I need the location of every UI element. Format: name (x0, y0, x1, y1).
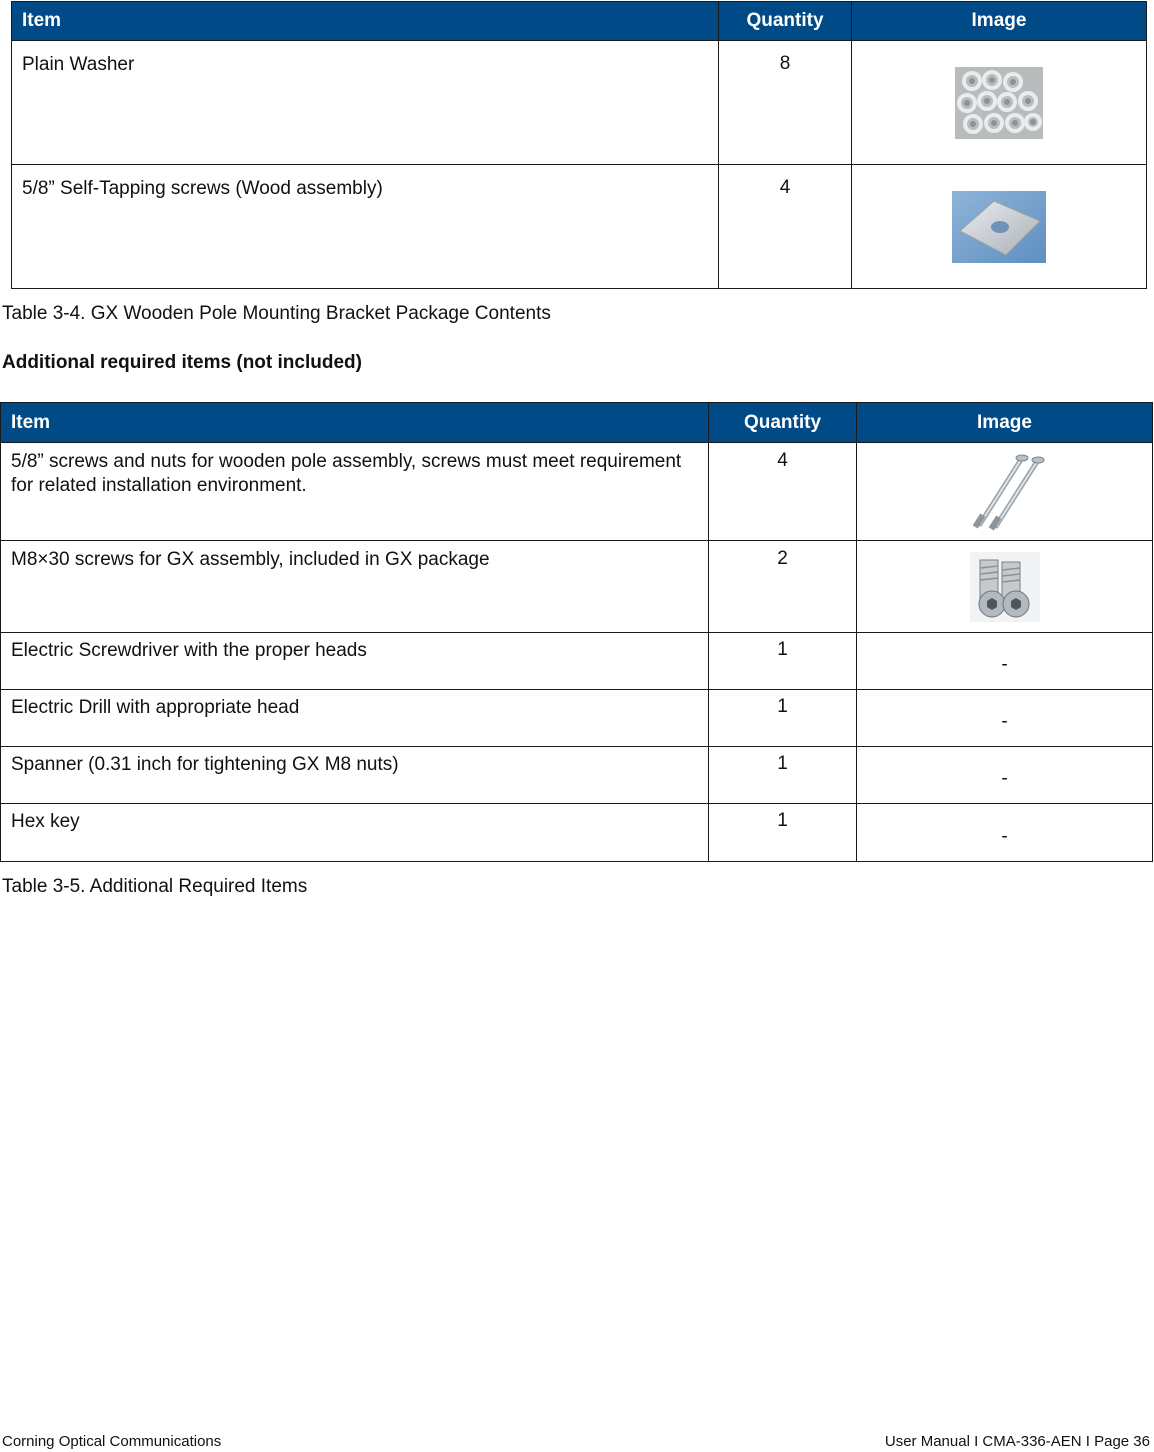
table-caption: Table 3-4. GX Wooden Pole Mounting Bracket Package Contents (2, 303, 551, 324)
footer-company: Corning Optical Communications (2, 1433, 222, 1450)
header-quantity: Quantity (709, 403, 857, 443)
hex-screws-photo-icon (970, 552, 1040, 622)
table-row (1, 747, 1153, 804)
image-cell (852, 165, 1147, 289)
additional-items-table (0, 402, 1153, 862)
item-cell: M8×30 screws for GX assembly, included in GX package (1, 541, 709, 633)
table-row (1, 690, 1153, 747)
image-cell: - (857, 747, 1153, 804)
item-cell: 5/8” screws and nuts for wooden pole assembly, screws must meet requirement for related installation environment. (1, 443, 709, 541)
item-cell: Electric Drill with appropriate head (1, 690, 709, 747)
header-item: Item (12, 2, 719, 41)
quantity-cell: 2 (709, 541, 857, 633)
quantity-cell: 4 (719, 165, 852, 289)
long-screws-photo-icon (960, 450, 1050, 534)
table-row (1, 541, 1153, 633)
image-cell (857, 443, 1153, 541)
quantity-cell: 1 (709, 690, 857, 747)
image-cell: - (857, 804, 1153, 862)
table-row (1, 804, 1153, 862)
image-cell (857, 541, 1153, 633)
header-quantity: Quantity (719, 2, 852, 41)
quantity-cell: 4 (709, 443, 857, 541)
item-cell: Spanner (0.31 inch for tightening GX M8 nuts) (1, 747, 709, 804)
square-washer-photo-icon (952, 191, 1046, 263)
quantity-cell: 1 (709, 804, 857, 862)
quantity-cell: 1 (709, 633, 857, 690)
item-cell: Plain Washer (12, 41, 719, 165)
table-caption: Table 3-5. Additional Required Items (2, 876, 308, 897)
item-cell: Hex key (1, 804, 709, 862)
table-row (1, 633, 1153, 690)
item-cell: Electric Screwdriver with the proper heads (1, 633, 709, 690)
washers-photo-icon (955, 67, 1043, 139)
package-contents-table (11, 1, 1147, 289)
section-subheading: Additional required items (not included) (2, 352, 362, 373)
quantity-cell: 1 (709, 747, 857, 804)
image-cell: - (857, 633, 1153, 690)
header-item: Item (1, 403, 709, 443)
table-row (1, 443, 1153, 541)
image-cell (852, 41, 1147, 165)
table-row (12, 165, 1147, 289)
item-cell: 5/8” Self-Tapping screws (Wood assembly) (12, 165, 719, 289)
header-image: Image (857, 403, 1153, 443)
footer-page-info: User Manual I CMA-336-AEN I Page 36 (884, 1433, 1150, 1450)
table-row (12, 41, 1147, 165)
table-header-row (1, 403, 1153, 443)
header-image: Image (852, 2, 1147, 41)
image-cell: - (857, 690, 1153, 747)
quantity-cell: 8 (719, 41, 852, 165)
table-header-row (12, 2, 1147, 41)
